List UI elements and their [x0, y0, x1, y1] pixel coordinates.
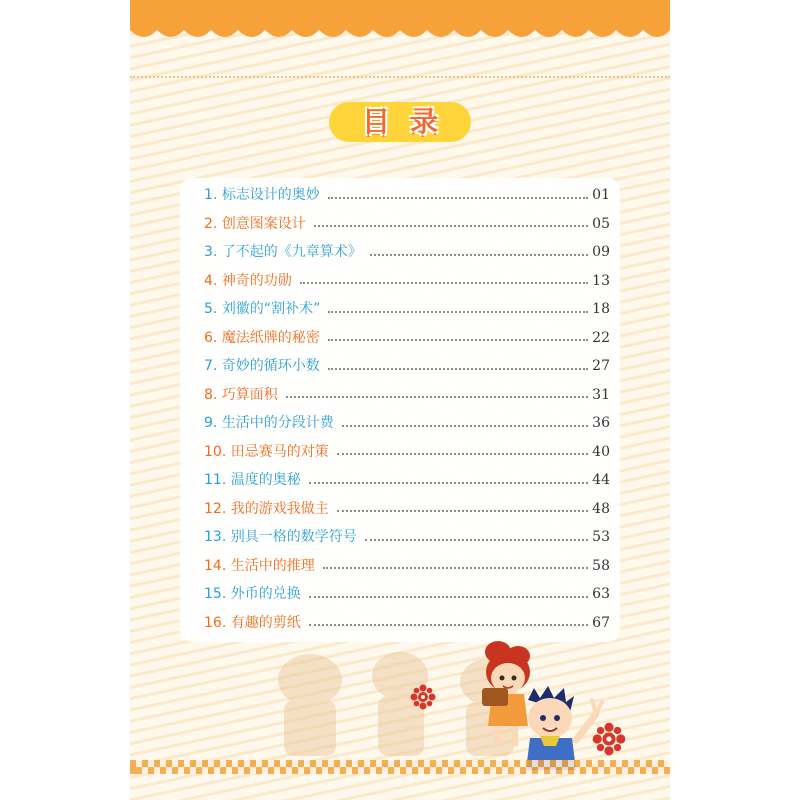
table-of-contents: [180, 178, 620, 642]
toc-page-number: 53: [592, 529, 610, 545]
toc-title: 别具一格的数学符号: [230, 529, 357, 545]
toc-item[interactable]: [204, 267, 610, 296]
toc-page-number: 05: [592, 215, 610, 232]
dot-leader: [323, 566, 588, 569]
book-page: [130, 0, 670, 800]
toc-page-number: 18: [592, 301, 610, 317]
toc-title: 了不起的《九章算术》: [221, 244, 362, 260]
toc-number: 15.: [204, 586, 231, 602]
toc-page-number: 40: [592, 443, 610, 460]
toc-item[interactable]: [204, 409, 610, 438]
toc-number: 12.: [204, 500, 231, 517]
toc-page-number: 31: [592, 386, 610, 403]
toc-title: 奇妙的循环小数: [221, 358, 320, 374]
dotted-divider: [130, 76, 670, 78]
toc-page-number: 22: [592, 329, 610, 346]
dot-leader: [309, 623, 588, 626]
dot-leader: [328, 367, 588, 370]
toc-number: 9.: [204, 415, 222, 431]
toc-page-number: 48: [592, 500, 610, 517]
toc-number: 5.: [204, 301, 222, 317]
dot-leader: [337, 452, 588, 455]
toc-page-number: 58: [592, 557, 610, 574]
toc-title: 魔法纸牌的秘密: [221, 329, 320, 346]
toc-item[interactable]: [204, 552, 610, 581]
toc-page-number: 63: [592, 586, 610, 602]
toc-item[interactable]: [204, 381, 610, 410]
toc-number: 13.: [204, 529, 231, 545]
toc-page-number: 27: [592, 358, 610, 374]
toc-number: 3.: [204, 244, 222, 260]
dot-leader: [342, 424, 588, 427]
toc-page-number: 36: [592, 415, 610, 431]
toc-title: 外币的兑换: [230, 586, 301, 602]
toc-item[interactable]: [204, 438, 610, 467]
dot-leader: [314, 224, 588, 227]
toc-item[interactable]: [204, 495, 610, 524]
toc-number: 4.: [204, 272, 222, 289]
dot-leader: [309, 481, 588, 484]
checkered-border: [130, 760, 670, 774]
toc-title: 田忌赛马的对策: [230, 443, 329, 460]
toc-title: 巧算面积: [221, 386, 278, 403]
toc-title: 刘徽的“割补术”: [221, 301, 321, 317]
toc-number: 6.: [204, 329, 222, 346]
toc-list: [180, 178, 620, 637]
toc-item[interactable]: [204, 466, 610, 495]
toc-page-number: 13: [592, 272, 610, 289]
toc-page-number: 09: [592, 244, 610, 260]
title-char: 录: [410, 105, 439, 138]
scalloped-banner: [130, 0, 670, 48]
toc-title: 标志设计的奥妙: [221, 187, 320, 203]
toc-number: 1.: [204, 187, 222, 203]
toc-page-number: 01: [592, 187, 610, 203]
toc-number: 14.: [204, 557, 231, 574]
toc-number: 8.: [204, 386, 222, 403]
two-cartoon-children-icon: [400, 630, 620, 780]
toc-number: 11.: [204, 472, 231, 488]
dot-leader: [337, 509, 588, 512]
toc-item[interactable]: [204, 210, 610, 239]
toc-title: 生活中的分段计费: [221, 415, 334, 431]
dot-leader: [328, 196, 588, 199]
toc-item[interactable]: [204, 295, 610, 324]
toc-item[interactable]: [204, 238, 610, 267]
toc-title: 我的游戏我做主: [230, 500, 329, 517]
toc-item[interactable]: [204, 580, 610, 609]
toc-item[interactable]: [204, 324, 610, 353]
dot-leader: [328, 338, 588, 341]
toc-item[interactable]: [204, 181, 610, 210]
toc-number: 10.: [204, 443, 231, 460]
toc-title: 神奇的功勋: [221, 272, 292, 289]
toc-item[interactable]: [204, 523, 610, 552]
toc-title: 温度的奥秘: [230, 472, 301, 488]
dot-leader: [370, 253, 588, 256]
dot-leader: [309, 595, 588, 598]
toc-item[interactable]: [204, 352, 610, 381]
toc-number: 7.: [204, 358, 222, 374]
title-char: 目: [361, 105, 390, 138]
toc-page-number: 44: [592, 472, 610, 488]
dot-leader: [286, 395, 588, 398]
toc-title: 创意图案设计: [221, 215, 306, 232]
toc-title: 生活中的推理: [230, 557, 315, 574]
dot-leader: [300, 281, 588, 284]
dot-leader: [365, 538, 588, 541]
toc-page-number: 67: [592, 614, 610, 631]
page-title: [329, 102, 471, 142]
toc-number: 16.: [204, 614, 231, 631]
toc-number: 2.: [204, 215, 222, 232]
toc-title: 有趣的剪纸: [230, 614, 301, 631]
dot-leader: [328, 310, 588, 313]
